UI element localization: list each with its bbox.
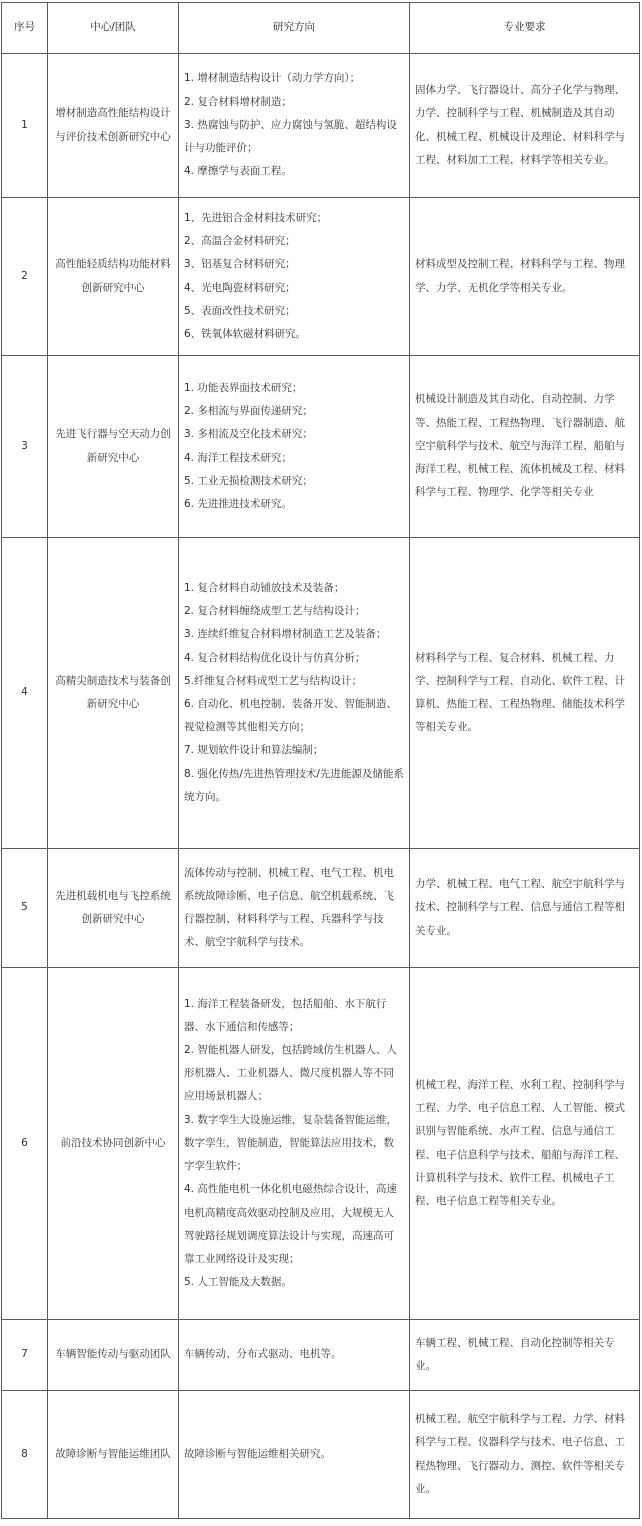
- direction-item: 1、先进铝合金材料技术研究；: [184, 211, 328, 224]
- direction-item: 2. 多相流与界面传递研究；: [184, 405, 313, 418]
- direction-item: 5. 工业无损检测技术研究；: [184, 474, 313, 487]
- header-requirement: 专业要求: [410, 3, 640, 54]
- direction-item: 2. 智能机器人研发，包括跨域仿生机器人、人形机器人、工业机器人、微尺度机器人等不同应用场景机器人；: [184, 1044, 397, 1103]
- table-row: [2, 968, 640, 1320]
- row-no: 2: [2, 198, 48, 356]
- table-row: [2, 1391, 640, 1519]
- table-body: [2, 54, 640, 1519]
- row-requirement: 材料科学与工程、复合材料、机械工程、力学、控制科学与工程、自动化、软件工程、计算机、热能工程、工程热物理、储能技术科学等相关专业。: [410, 538, 640, 849]
- direction-item: 2、高温合金材料研究；: [184, 235, 296, 248]
- direction-item: 1. 功能表界面技术研究；: [184, 381, 303, 394]
- row-no: 1: [2, 54, 48, 198]
- row-requirement: 材料成型及控制工程、材料科学与工程、物理学、力学、无机化学等相关专业。: [410, 198, 640, 356]
- header-no: 序号: [2, 3, 48, 54]
- direction-item: 4. 复合材料结构优化设计与仿真分析；: [184, 651, 366, 664]
- row-directions: [179, 1391, 410, 1519]
- row-requirement: 力学、机械工程、电气工程、航空宇航科学与技术、控制科学与工程、信息与通信工程等相关专业。: [410, 849, 640, 968]
- direction-item: 3、铝基复合材料研究；: [184, 258, 296, 271]
- row-center: 增材制造高性能结构设计与评价技术创新研究中心: [48, 54, 179, 198]
- row-directions: [179, 849, 410, 968]
- row-no: 8: [2, 1391, 48, 1519]
- row-no: 3: [2, 356, 48, 538]
- row-requirement: 机械设计制造及其自动化、自动控制、力学等、热能工程、工程热物理、飞行器制造、航空宇航科学与技术、航空与海洋工程、船舶与海洋工程、机械工程、流体机械及工程、材料科学与工程、物理学、化学等相关专业: [410, 356, 640, 538]
- direction-item: 4. 高性能电机一体化机电磁热综合设计，高速电机高精度高效驱动控制及应用，大规模无人驾驶路径规划调度算法设计与实现，高速高可靠工业网络设计及实现；: [184, 1183, 397, 1265]
- row-center: 前沿技术协同创新中心: [48, 968, 179, 1320]
- table-row: [2, 849, 640, 968]
- row-center: 车辆智能传动与驱动团队: [48, 1320, 179, 1391]
- header-center: 中心/团队: [48, 3, 179, 54]
- direction-item: 3. 多相流及空化技术研究；: [184, 428, 313, 441]
- direction-item: 3. 连续纤维复合材料增材制造工艺及装备；: [184, 628, 387, 641]
- table-row: [2, 1320, 640, 1391]
- row-directions: [179, 538, 410, 849]
- row-requirement: 固体力学、飞行器设计、高分子化学与物理、力学、控制科学与工程、机械制造及其自动化、机械工程、机械设计及理论、材料科学与工程、材料加工工程、材料学等相关专业。: [410, 54, 640, 198]
- row-center: 先进飞行器与空天动力创新研究中心: [48, 356, 179, 538]
- row-center: 故障诊断与智能运维团队: [48, 1391, 179, 1519]
- row-requirement: 机械工程、航空宇航科学与工程、力学、材料科学与工程、仪器科学与技术、电子信息、工程热物理、飞行器动力、测控、软件等相关专业。: [410, 1391, 640, 1519]
- direction-item: 车辆传动、分布式驱动、电机等。: [184, 1348, 342, 1361]
- row-no: 4: [2, 538, 48, 849]
- header-direction: 研究方向: [179, 3, 410, 54]
- direction-item: 6. 先进推进技术研究。: [184, 497, 292, 510]
- direction-item: 2. 复合材料增材制造；: [184, 95, 292, 108]
- direction-item: 1. 增材制造结构设计（动力学方向）；: [184, 72, 361, 85]
- row-requirement: 车辆工程、机械工程、自动化控制等相关专业。: [410, 1320, 640, 1391]
- table-row: [2, 54, 640, 198]
- row-center: 高精尖制造技术与装备创新研究中心: [48, 538, 179, 849]
- direction-item: 7. 规划软件设计和算法编制；: [184, 744, 324, 757]
- direction-item: 6. 自动化、机电控制、装备开发、智能制造、视觉检测等其他相关方向；: [184, 698, 397, 734]
- table-row: [2, 356, 640, 538]
- research-directions-table: [1, 2, 640, 1519]
- direction-item: 故障诊断与智能运维相关研究。: [184, 1447, 331, 1460]
- table-row: [2, 198, 640, 356]
- table-header: [2, 3, 640, 54]
- row-directions: [179, 968, 410, 1320]
- direction-item: 2. 复合材料缠绕成型工艺与结构设计；: [184, 605, 366, 618]
- direction-item: 3. 热腐蚀与防护、应力腐蚀与氢脆、超结构设计与功能评价；: [184, 118, 397, 155]
- row-directions: [179, 356, 410, 538]
- direction-item: 1. 海洋工程装备研发，包括船舶、水下航行器、水下通信和传感等；: [184, 997, 387, 1033]
- direction-item: 6、铁氧体软磁材料研究。: [184, 327, 307, 340]
- row-directions: [179, 198, 410, 356]
- row-center: 高性能轻质结构功能材料创新研究中心: [48, 198, 179, 356]
- direction-item: 4. 摩擦学与表面工程。: [184, 165, 292, 178]
- direction-item: 8. 强化传热/先进热管理技术/先进能源及储能系统方向。: [184, 767, 404, 803]
- direction-item: 4、光电陶瓷材料研究；: [184, 281, 296, 294]
- direction-item: 1. 复合材料自动铺放技术及装备；: [184, 581, 345, 594]
- row-requirement: 机械工程、海洋工程、水利工程、控制科学与工程、力学、电子信息工程、人工智能、模式识别与智能系统、水声工程、信息与通信工程、电子信息科学与技术、船舶与海洋工程、计算机科学与技术、软件工程、机械电子工程、电子信息工程等相关专业。: [410, 968, 640, 1320]
- direction-item: 5.纤维复合材料成型工艺与结构设计；: [184, 674, 363, 687]
- direction-item: 5、表面改性技术研究；: [184, 304, 296, 317]
- row-no: 6: [2, 968, 48, 1320]
- table-row: [2, 538, 640, 849]
- direction-item: 流体传动与控制、机械工程、电气工程、机电系统故障诊断、电子信息、航空机载系统、飞行器控制、材料科学与工程、兵器科学与技术、航空宇航科学与技术。: [184, 866, 394, 949]
- direction-item: 3. 数字孪生大设施运维，复杂装备智能运维，数字孪生，智能制造，智能算法应用技术，数字孪生软件；: [184, 1113, 397, 1173]
- row-no: 5: [2, 849, 48, 968]
- row-no: 7: [2, 1320, 48, 1391]
- row-directions: [179, 1320, 410, 1391]
- direction-item: 5. 人工智能及大数据。: [184, 1276, 292, 1289]
- direction-item: 4. 海洋工程技术研究；: [184, 451, 292, 464]
- row-center: 先进机载机电与飞控系统创新研究中心: [48, 849, 179, 968]
- header-row: [2, 3, 640, 54]
- row-directions: [179, 54, 410, 198]
